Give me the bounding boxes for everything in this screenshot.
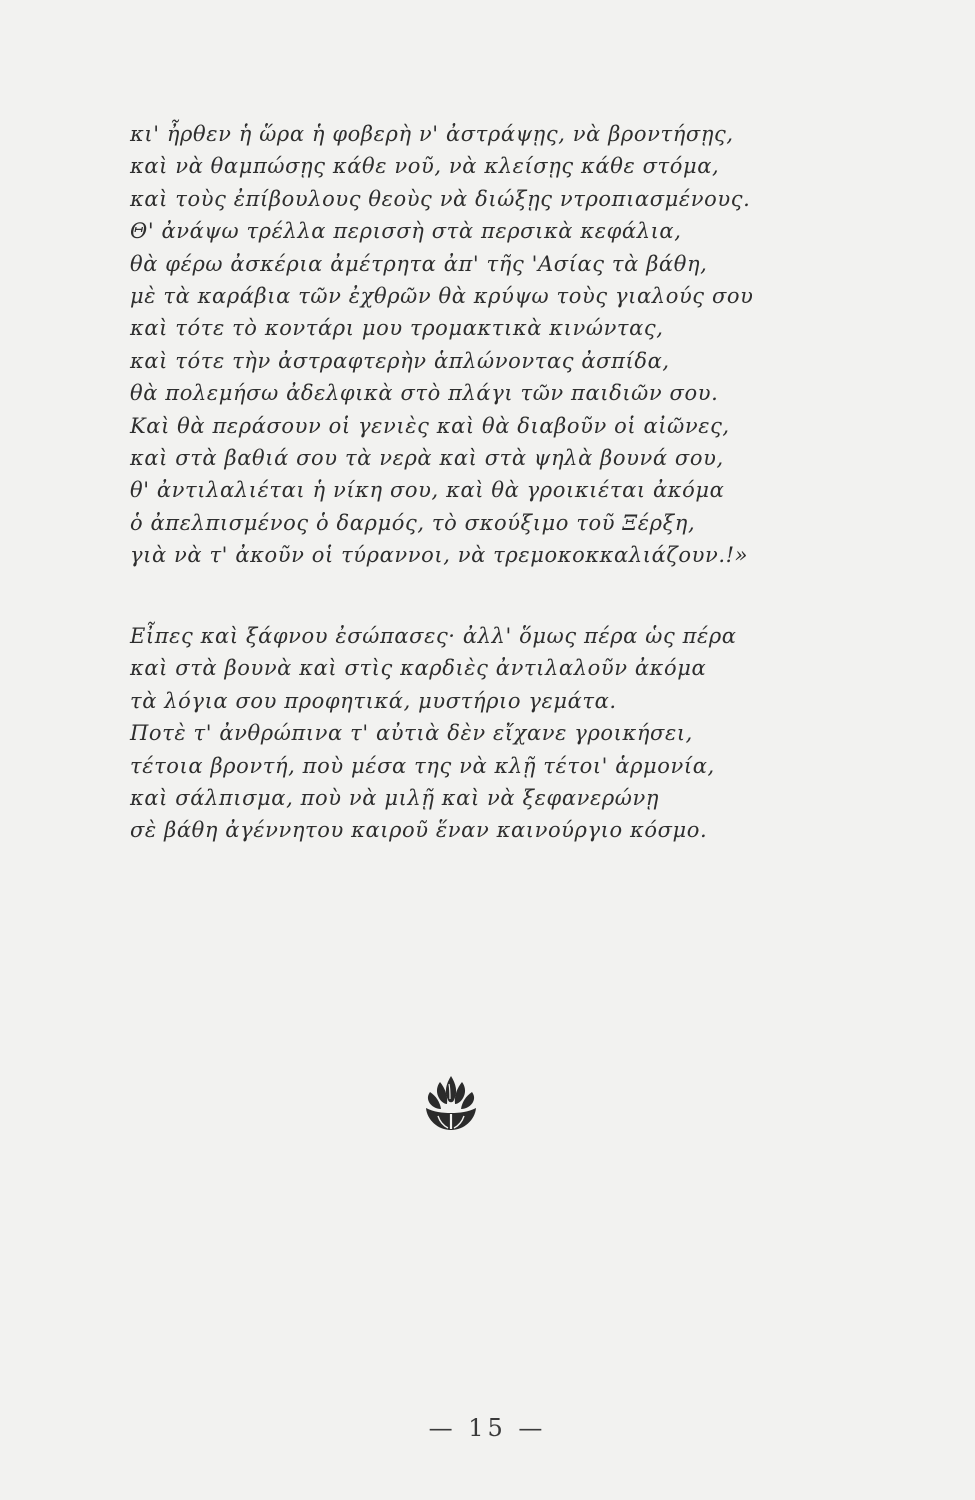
stanza-1 (130, 118, 850, 572)
poem-line: Εἶπες καὶ ξάφνου ἐσώπασες· ἀλλ' ὅμως πέρα ὡς πέρα (130, 624, 737, 648)
poem-line: Ποτὲ τ' ἀνθρώπινα τ' αὐτιὰ δὲν εἴχανε γροικήσει, (130, 721, 693, 746)
poem-line: καὶ τότε τὸ κοντάρι μου τρομακτικὰ κινώντας, (130, 316, 664, 341)
poem-line: καὶ τοὺς ἐπίβουλους θεοὺς νὰ διώξῃς ντροπιασμένους. (130, 186, 751, 211)
poem-line: Θ' ἀνάψω τρέλλα περισσὴ στὰ περσικὰ κεφάλια, (130, 219, 682, 244)
poem-line: γιὰ νὰ τ' ἀκοῦν οἱ τύραννοι, νὰ τρεμοκοκκαλιάζουν.!» (130, 543, 749, 568)
poem-line: καὶ τότε τὴν ἀστραφτερὴν ἁπλώνοντας ἀσπίδα, (130, 348, 670, 373)
poem-line: θὰ φέρω ἀσκέρια ἀμέτρητα ἀπ' τῆς 'Ασίας τὰ βάθη, (130, 251, 708, 276)
poem-line: κι' ἦρθεν ἡ ὥρα ἡ φοβερὴ ν' ἀστράψῃς, νὰ βροντήσῃς, (130, 122, 734, 146)
poem-line: καὶ σάλπισμα, ποὺ νὰ μιλῇ καὶ νὰ ξεφανερώνῃ (130, 786, 660, 811)
poem-line: καὶ στὰ βαθιά σου τὰ νερὰ καὶ στὰ ψηλὰ βουνά σου, (130, 446, 724, 471)
page-number: — 15 — (428, 1414, 547, 1442)
poem-line: τὰ λόγια σου προφητικά, μυστήριο γεμάτα. (130, 688, 617, 713)
stanza-2 (130, 620, 850, 847)
poem-line: Καὶ θὰ περάσουν οἱ γενιὲς καὶ θὰ διαβοῦν οἱ αἰῶνες, (130, 413, 730, 438)
poem-line: μὲ τὰ καράβια τῶν ἐχθρῶν θὰ κρύψω τοὺς γιαλούς σου (130, 284, 754, 309)
poem-line: τέτοια βροντή, ποὺ μέσα της νὰ κλῇ τέτοι' ἁρμονία, (130, 753, 715, 778)
poem-line: θὰ πολεμήσω ἀδελφικὰ στὸ πλάγι τῶν παιδιῶν σου. (130, 381, 719, 406)
flame-lotus-icon (420, 1072, 482, 1134)
poem-line: θ' ἀντιλαλιέται ἡ νίκη σου, καὶ θὰ γροικιέται ἀκόμα (130, 478, 725, 503)
poem-line: καὶ νὰ θαμπώσῃς κάθε νοῦ, νὰ κλείσῃς κάθε στόμα, (130, 154, 720, 179)
poem-line: ὁ ἀπελπισμένος ὁ δαρμός, τὸ σκούξιμο τοῦ Ξέρξη, (130, 510, 696, 535)
poem-line: καὶ στὰ βουνὰ καὶ στὶς καρδιὲς ἀντιλαλοῦν ἀκόμα (130, 656, 707, 681)
poem-line: σὲ βάθη ἀγέννητου καιροῦ ἕναν καινούργιο κόσμο. (130, 818, 708, 843)
